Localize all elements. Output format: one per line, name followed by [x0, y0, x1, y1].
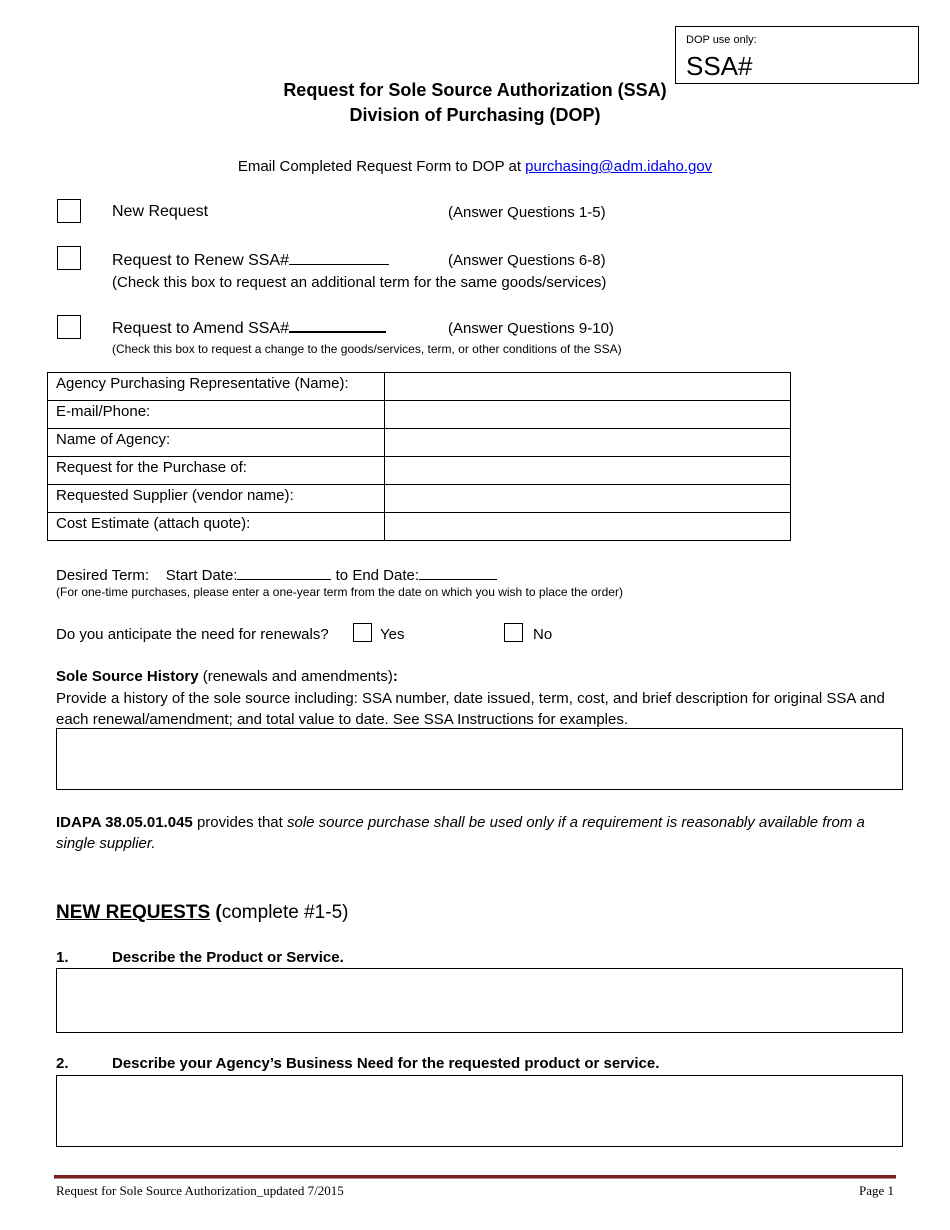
table-label: Request for the Purchase of: [48, 457, 385, 485]
end-date-label: to End Date: [335, 567, 420, 584]
table-row [48, 429, 791, 457]
new-requests-heading-row [56, 902, 348, 924]
dop-use-only-label: DOP use only: [686, 34, 757, 46]
start-date-label: Start Date: [165, 567, 238, 584]
question-1-text: Describe the Product or Service. [112, 949, 344, 966]
table-value-cell[interactable] [385, 513, 791, 541]
amend-request-questions: (Answer Questions 9-10) [448, 320, 614, 337]
new-requests-paren: ( [215, 902, 222, 923]
table-row [48, 485, 791, 513]
footer-rule [54, 1175, 896, 1179]
renewals-yes-label: Yes [380, 626, 405, 643]
table-value-cell[interactable] [385, 373, 791, 401]
history-colon: : [392, 668, 398, 685]
table-value-cell[interactable] [385, 457, 791, 485]
table-value-cell[interactable] [385, 401, 791, 429]
amend-request-label: Request to Amend SSA# [112, 320, 289, 337]
footer-left-text: Request for Sole Source Authorization_updated 7/2015 [56, 1183, 344, 1198]
history-heading: Sole Source History [56, 668, 199, 685]
amend-request-checkbox[interactable] [57, 315, 81, 339]
renewals-no-label: No [533, 626, 553, 643]
renew-request-note: (Check this box to request an additional term for the same goods/services) [112, 274, 607, 291]
history-heading-suffix: (renewals and amendments) [202, 668, 393, 685]
renewals-yes-checkbox[interactable] [353, 623, 372, 642]
renew-request-row [112, 251, 389, 270]
new-request-checkbox[interactable] [57, 199, 81, 223]
desired-term-label: Desired Term: [56, 567, 150, 584]
table-value-cell[interactable] [385, 429, 791, 457]
page-subtitle: Division of Purchasing (DOP) [349, 105, 601, 125]
new-request-label: New Request [112, 203, 209, 220]
renewals-no-checkbox[interactable] [504, 623, 523, 642]
amend-ssa-blank[interactable] [289, 319, 386, 333]
history-textbox[interactable] [56, 728, 903, 790]
table-value-cell[interactable] [385, 485, 791, 513]
history-description: Provide a history of the sole source including: SSA number, date issued, term, cost, and brief description for original SSA and each renewal/amendment; and total value to date. See SSA Instructions for examples. [56, 690, 885, 728]
table-row [48, 401, 791, 429]
renew-request-label: Request to Renew SSA# [112, 252, 289, 269]
new-request-questions: (Answer Questions 1-5) [448, 204, 606, 221]
table-label: E-mail/Phone: [48, 401, 385, 429]
question-2-text: Describe your Agency’s Business Need for the requested product or service. [112, 1055, 660, 1072]
question-2-number: 2. [56, 1055, 69, 1072]
renewals-question: Do you anticipate the need for renewals? [56, 626, 329, 643]
page-number: Page 1 [858, 1183, 894, 1198]
question-1-number: 1. [56, 949, 69, 966]
end-date-blank[interactable] [419, 566, 497, 580]
amend-request-row [112, 319, 386, 338]
new-requests-sub: complete #1-5) [221, 902, 349, 923]
idapa-statement [56, 812, 906, 854]
question-2-answer-box[interactable] [56, 1075, 903, 1147]
dop-use-only-box [675, 26, 919, 84]
dop-ssa-label: SSA# [686, 51, 753, 81]
email-link[interactable]: purchasing@adm.idaho.gov [525, 158, 713, 175]
table-row [48, 373, 791, 401]
table-row [48, 513, 791, 541]
renew-request-questions: (Answer Questions 6-8) [448, 252, 606, 269]
table-label: Agency Purchasing Representative (Name): [48, 373, 385, 401]
renew-request-checkbox[interactable] [57, 246, 81, 270]
email-instruction [0, 158, 950, 175]
amend-request-note: (Check this box to request a change to the goods/services, term, or other conditions of the SSA) [112, 342, 622, 356]
new-requests-heading: NEW REQUESTS [56, 902, 211, 923]
table-row [48, 457, 791, 485]
idapa-mid: provides that [196, 814, 283, 831]
email-prefix: Email Completed Request Form to DOP at [237, 158, 521, 175]
idapa-quote: sole source purchase shall be used only if a requirement is reasonably available from a single supplier. [56, 814, 865, 852]
renew-ssa-blank[interactable] [289, 251, 389, 265]
agency-info-table [47, 372, 791, 541]
history-heading-row [56, 668, 398, 685]
term-note: (For one-time purchases, please enter a one-year term from the date on which you wish to place the order) [56, 585, 623, 599]
idapa-ref: IDAPA 38.05.01.045 [56, 814, 193, 831]
table-label: Requested Supplier (vendor name): [48, 485, 385, 513]
start-date-blank[interactable] [237, 566, 331, 580]
question-1-answer-box[interactable] [56, 968, 903, 1033]
table-label: Cost Estimate (attach quote): [48, 513, 385, 541]
table-label: Name of Agency: [48, 429, 385, 457]
page-title: Request for Sole Source Authorization (SSA) [283, 80, 667, 100]
desired-term-row [56, 566, 497, 584]
